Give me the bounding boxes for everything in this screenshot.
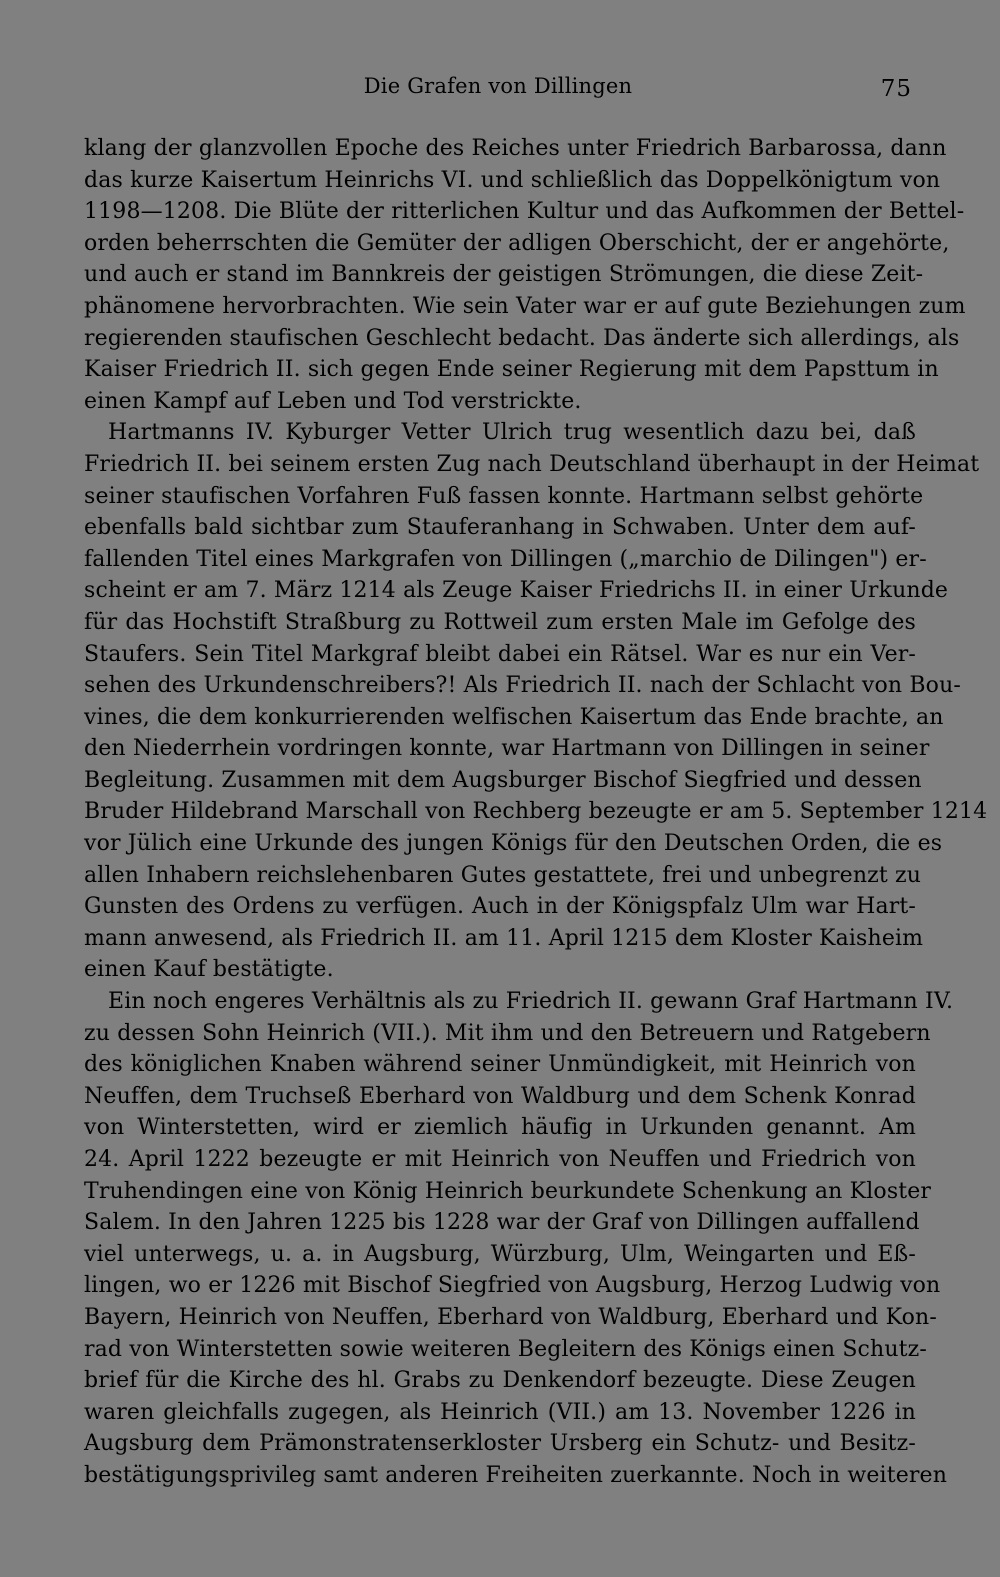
text-line: Kaiser Friedrich II. sich gegen Ende seiner Regierung mit dem Papsttum in: [84, 357, 939, 383]
text-line: zu dessen Sohn Heinrich (VII.). Mit ihm und den Betreuern und Ratgebern: [84, 1020, 931, 1046]
text-line: Bruder Hildebrand Marschall von Rechberg bezeugte er am 5. September 1214: [84, 799, 988, 825]
text-line: Ein noch engeres Verhältnis als zu Friedrich II. gewann Graf Hartmann IV.: [108, 989, 954, 1015]
text-line: für das Hochstift Straßburg zu Rottweil zum ersten Male im Gefolge des: [84, 609, 916, 635]
text-line: 1198—1208. Die Blüte der ritterlichen Kultur und das Aufkommen der Bettel-: [84, 199, 965, 225]
text-line: allen Inhabern reichslehenbaren Gutes gestattete, frei und unbegrenzt zu: [84, 862, 922, 888]
page-number: 75: [880, 76, 912, 102]
text-line: mann anwesend, als Friedrich II. am 11. April 1215 dem Kloster Kaisheim: [84, 925, 924, 951]
text-line: Bayern, Heinrich von Neuffen, Eberhard von Waldburg, Eberhard und Kon-: [84, 1304, 937, 1330]
text-line: lingen, wo er 1226 mit Bischof Siegfried von Augsburg, Herzog Ludwig von: [84, 1273, 941, 1299]
text-line: Augsburg dem Prämonstratenserkloster Ursberg ein Schutz- und Besitz-: [84, 1431, 916, 1457]
text-line: des königlichen Knaben während seiner Unmündigkeit, mit Heinrich von: [84, 1052, 916, 1078]
text-line: seiner staufischen Vorfahren Fuß fassen konnte. Hartmann selbst gehörte: [84, 483, 924, 509]
text-line: orden beherrschten die Gemüter der adligen Oberschicht, der er angehörte,: [84, 230, 950, 256]
running-title: Die Grafen von Dillingen: [363, 74, 633, 98]
text-line: Friedrich II. bei seinem ersten Zug nach Deutschland überhaupt in der Heimat: [84, 451, 980, 477]
text-line: einen Kauf bestätigte.: [84, 957, 334, 983]
body-text: [84, 133, 988, 1492]
text-line: fallenden Titel eines Markgrafen von Dillingen („marchio de Dilingen") er-: [84, 546, 927, 572]
text-line: einen Kampf auf Leben und Tod verstrickte.: [84, 388, 582, 414]
text-line: vor Jülich eine Urkunde des jungen Königs für den Deutschen Orden, die es: [84, 831, 943, 857]
text-line: rad von Winterstetten sowie weiteren Begleitern des Königs einen Schutz-: [84, 1336, 927, 1362]
text-line: klang der glanzvollen Epoche des Reiches unter Friedrich Barbarossa, dann: [84, 136, 947, 161]
running-head: [84, 74, 912, 110]
text-line: von Winterstetten, wird er ziemlich häufig in Urkunden genannt. Am: [84, 1115, 916, 1141]
text-line: Gunsten des Ordens zu verfügen. Auch in der Königspfalz Ulm war Hart-: [84, 894, 916, 920]
text-line: bestätigungsprivileg samt anderen Freiheiten zuerkannte. Noch in weiteren: [84, 1462, 948, 1488]
text-line: Neuffen, dem Truchseß Eberhard von Waldburg und dem Schenk Konrad: [84, 1083, 916, 1109]
text-line: das kurze Kaisertum Heinrichs VI. und schließlich das Doppelkönigtum von: [84, 167, 941, 193]
text-line: und auch er stand im Bannkreis der geistigen Strömungen, die diese Zeit-: [84, 262, 924, 288]
text-line: vines, die dem konkurrierenden welfischen Kaisertum das Ende brachte, an: [84, 704, 944, 730]
text-line: phänomene hervorbrachten. Wie sein Vater war er auf gute Beziehungen zum: [84, 293, 966, 319]
text-line: scheint er am 7. März 1214 als Zeuge Kaiser Friedrichs II. in einer Urkunde: [84, 578, 949, 604]
text-line: ebenfalls bald sichtbar zum Stauferanhang in Schwaben. Unter dem auf-: [84, 515, 916, 541]
text-line: Staufers. Sein Titel Markgraf bleibt dabei ein Rätsel. War es nur ein Ver-: [84, 641, 916, 667]
text-line: waren gleichfalls zugegen, als Heinrich (VII.) am 13. November 1226 in: [84, 1399, 916, 1425]
text-line: sehen des Urkundenschreibers?! Als Friedrich II. nach der Schlacht von Bou-: [84, 673, 961, 699]
text-line: Begleitung. Zusammen mit dem Augsburger Bischof Siegfried und dessen: [84, 767, 922, 793]
text-line: Salem. In den Jahren 1225 bis 1228 war der Graf von Dillingen auffallend: [84, 1210, 920, 1236]
text-line: Truhendingen eine von König Heinrich beurkundete Schenkung an Kloster: [84, 1178, 932, 1204]
text-line: regierenden staufischen Geschlecht bedacht. Das änderte sich allerdings, als: [84, 325, 960, 351]
text-line: den Niederrhein vordringen konnte, war Hartmann von Dillingen in seiner: [84, 736, 930, 762]
text-line: 24. April 1222 bezeugte er mit Heinrich von Neuffen und Friedrich von: [84, 1147, 916, 1172]
text-line: brief für die Kirche des hl. Grabs zu Denkendorf bezeugte. Diese Zeugen: [84, 1368, 916, 1394]
text-line: Hartmanns IV. Kyburger Vetter Ulrich trug wesentlich dazu bei, daß: [108, 420, 916, 446]
text-line: viel unterwegs, u. a. in Augsburg, Würzburg, Ulm, Weingarten und Eß-: [84, 1241, 916, 1267]
